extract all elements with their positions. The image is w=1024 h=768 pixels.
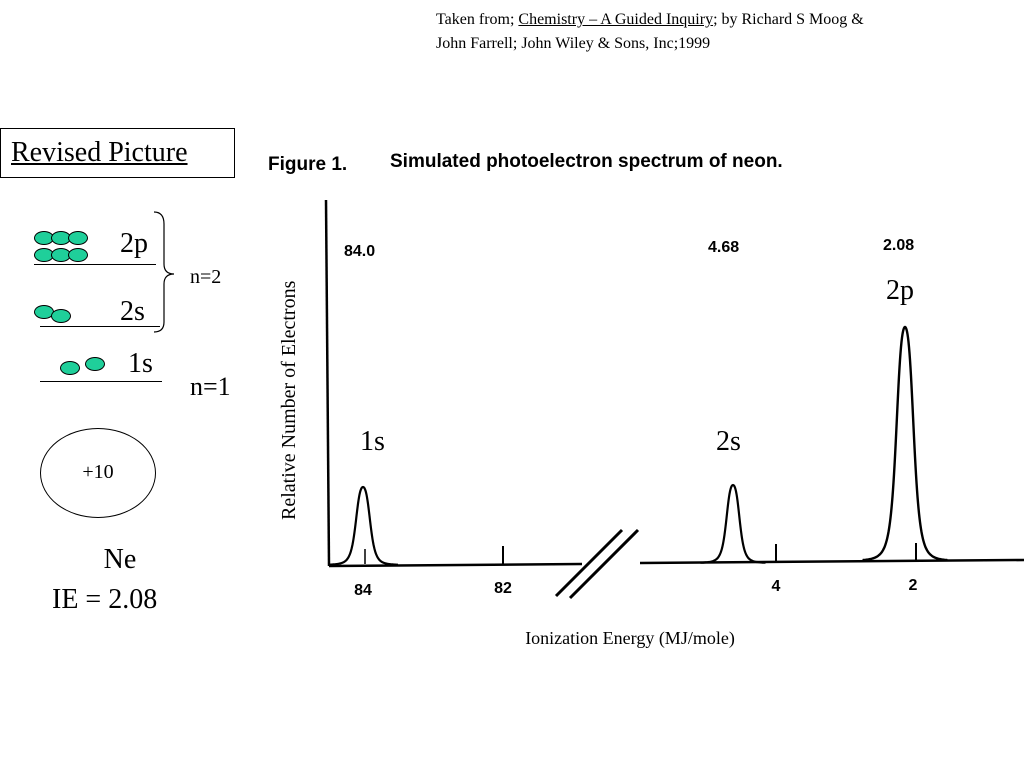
peak-2s	[701, 485, 766, 563]
x-tick-label-4: 4	[771, 578, 781, 595]
peak-2s-orbital-label: 2s	[716, 426, 741, 457]
peak-2p	[863, 327, 948, 560]
shell-n1-label: n=1	[190, 372, 231, 401]
x-tick-label-82: 82	[494, 580, 512, 597]
chart-figure-number: Figure 1.	[268, 154, 348, 175]
shell-n2-label: n=2	[190, 266, 222, 288]
citation-prefix: Taken from;	[436, 11, 519, 28]
peak-1s-orbital-label: 1s	[360, 426, 385, 457]
x-tick-label-2: 2	[908, 577, 918, 594]
nucleus-charge: +10	[82, 461, 114, 483]
chart-y-axis-label: Relative Number of Electrons	[278, 280, 300, 520]
ionization-energy-text: IE = 2.08	[52, 584, 158, 615]
chart-title: Simulated photoelectron spectrum of neon.	[390, 151, 783, 172]
citation-line2: John Farrell; John Wiley & Sons, Inc;1999	[436, 35, 711, 52]
chart-x-axis-left	[329, 564, 582, 566]
element-symbol: Ne	[103, 544, 137, 575]
citation-book-title: Chemistry – A Guided Inquiry	[518, 11, 714, 28]
citation-suffix: ; by Richard S Moog &	[713, 11, 864, 28]
peak-1s-value-label: 84.0	[344, 243, 376, 260]
x-tick-label-84: 84	[354, 582, 372, 599]
chart-x-axis-label: Ionization Energy (MJ/mole)	[525, 628, 735, 648]
orbital-1s-label: 1s	[128, 348, 153, 379]
chart-x-axis-right	[640, 560, 1024, 563]
peak-2s-value-label: 4.68	[708, 239, 740, 256]
peak-2p-value-label: 2.08	[883, 237, 915, 254]
orbital-2p-label: 2p	[120, 228, 148, 259]
orbital-2s-label: 2s	[120, 296, 145, 327]
chart-y-axis	[326, 200, 329, 566]
revised-picture-title: Revised Picture	[11, 137, 188, 168]
peak-2p-orbital-label: 2p	[886, 275, 914, 306]
peak-1s	[328, 487, 398, 565]
